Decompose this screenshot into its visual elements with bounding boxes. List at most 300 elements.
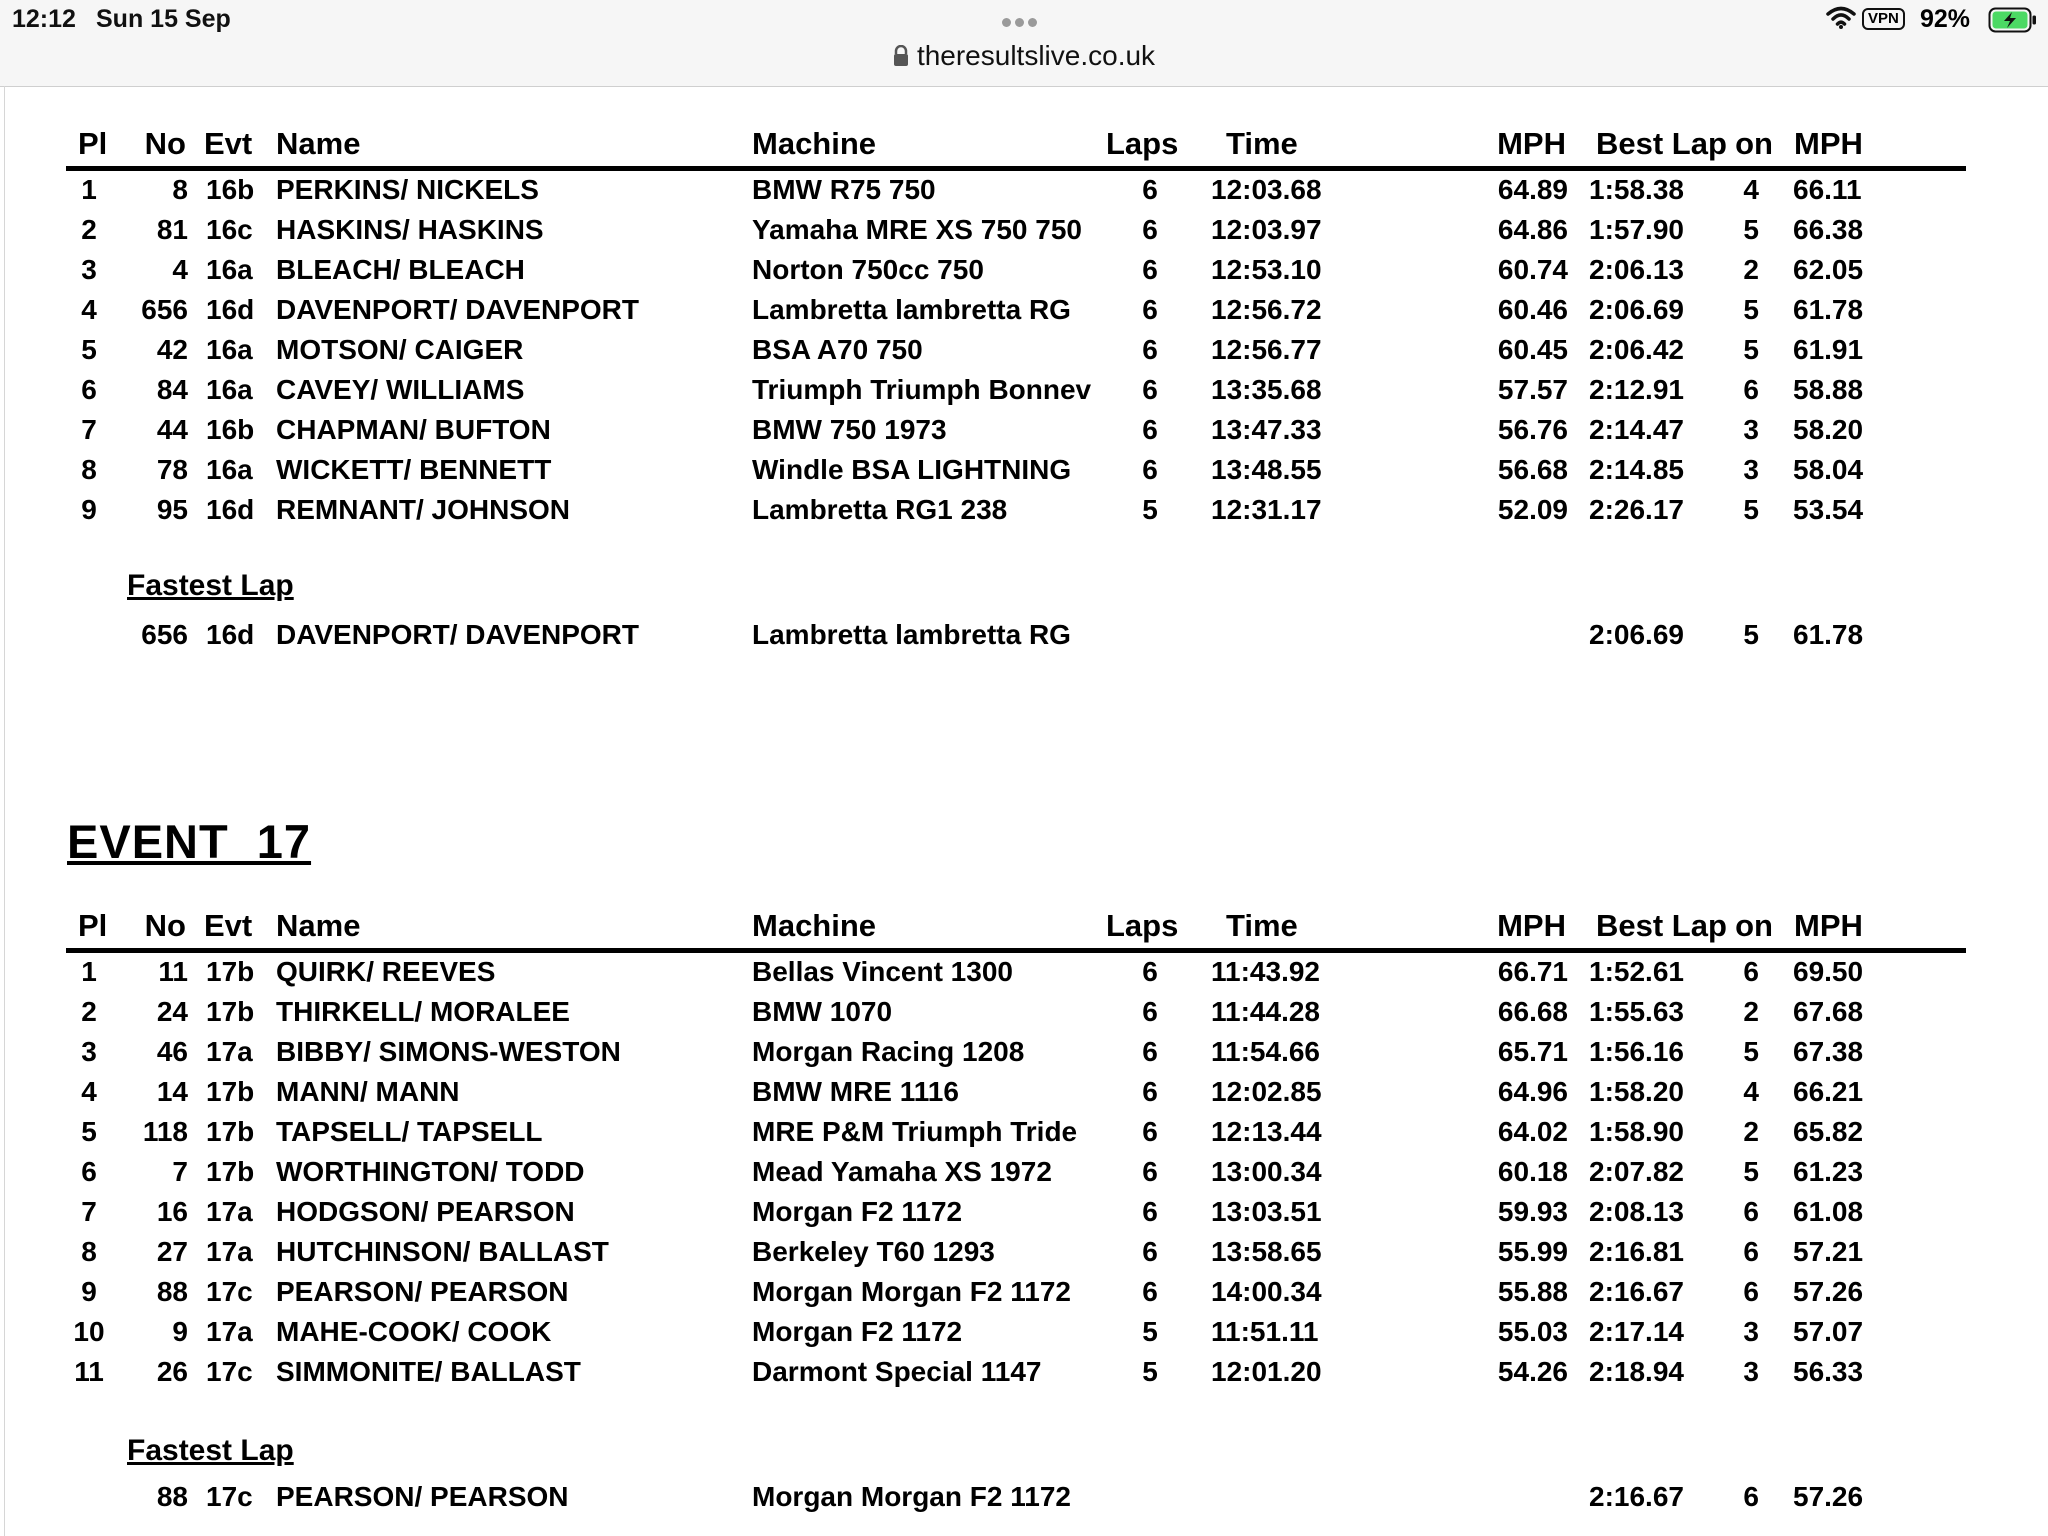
cell-laps: 6	[1142, 254, 1158, 285]
cell-laps: 6	[1142, 214, 1158, 245]
event-16-fastest-lap	[0, 619, 2048, 659]
cell-best-lap: 1:56.16	[1589, 1036, 1684, 1067]
address-bar[interactable]	[0, 40, 2048, 72]
table-row	[0, 996, 2048, 1036]
header-time: Time	[1226, 908, 1298, 943]
cell-best-mph: 61.08	[1793, 1196, 1864, 1227]
battery-percent: 92%	[1920, 5, 1971, 33]
header-pl: Pl	[78, 908, 108, 943]
cell-best-lap: 2:06.13	[1589, 254, 1684, 285]
cell-best-lap: 2:14.47	[1589, 414, 1684, 445]
cell-event-class: 16d	[206, 494, 255, 525]
status-date: Sun 15 Sep	[96, 5, 231, 33]
cell-name: WICKETT/ BENNETT	[276, 454, 552, 485]
cell-mph: 65.71	[1497, 1036, 1568, 1067]
cell-number: 46	[156, 1036, 188, 1067]
event-17-results-table	[0, 908, 2048, 1387]
cell-number: 656	[141, 619, 188, 650]
table-row	[0, 1076, 2048, 1116]
cell-best-lap-on: 6	[1743, 1481, 1759, 1512]
cell-laps: 6	[1142, 1156, 1158, 1187]
cell-best-lap-on: 6	[1743, 374, 1759, 405]
table-row	[0, 454, 2048, 494]
table-row	[0, 1116, 2048, 1156]
cell-laps: 6	[1142, 294, 1158, 325]
cell-machine: Lambretta lambretta RG	[752, 294, 1071, 325]
cell-number: 42	[156, 334, 188, 365]
cell-name: BLEACH/ BLEACH	[276, 254, 525, 285]
table-row	[0, 1036, 2048, 1076]
cell-best-lap: 2:08.13	[1589, 1196, 1684, 1227]
event-17-title: EVENT 17	[67, 815, 312, 868]
table-header	[0, 126, 2048, 168]
cell-best-mph: 58.04	[1793, 454, 1864, 485]
cell-machine: Lambretta lambretta RG	[752, 619, 1071, 650]
cell-place: 1	[81, 174, 97, 205]
cell-name: TAPSELL/ TAPSELL	[276, 1116, 543, 1147]
table-row	[0, 1276, 2048, 1316]
cell-machine: Morgan F2 1172	[752, 1196, 963, 1227]
cell-machine: Morgan Morgan F2 1172	[752, 1481, 1071, 1512]
more-dots-icon[interactable]	[1000, 14, 1039, 32]
cell-best-mph: 62.05	[1793, 254, 1864, 285]
cell-machine: Triumph Triumph Bonnev	[752, 374, 1092, 405]
cell-number: 81	[156, 214, 188, 245]
header-machine: Machine	[752, 908, 877, 943]
cell-best-lap-on: 3	[1743, 414, 1759, 445]
cell-number: 84	[156, 374, 188, 405]
cell-mph: 66.71	[1497, 956, 1568, 987]
cell-name: PEARSON/ PEARSON	[276, 1276, 569, 1307]
cell-best-mph: 61.23	[1793, 1156, 1864, 1187]
cell-time: 12:03.97	[1211, 214, 1322, 245]
cell-best-mph: 67.38	[1793, 1036, 1864, 1067]
cell-time: 13:00.34	[1211, 1156, 1322, 1187]
cell-event-class: 17b	[206, 1076, 255, 1107]
header-laps: Laps	[1106, 126, 1179, 161]
table-row	[0, 1236, 2048, 1276]
cell-best-mph: 66.11	[1793, 174, 1862, 205]
cell-event-class: 16a	[206, 374, 253, 405]
cell-name: MOTSON/ CAIGER	[276, 334, 524, 365]
cell-best-lap: 2:16.67	[1589, 1276, 1684, 1307]
cell-machine: BMW MRE 1116	[752, 1076, 959, 1107]
cell-mph: 64.89	[1497, 174, 1568, 205]
cell-mph: 60.74	[1497, 254, 1568, 285]
cell-best-mph: 57.21	[1793, 1236, 1864, 1267]
cell-place: 2	[81, 996, 97, 1027]
event-16-results-table	[0, 126, 2048, 525]
cell-best-lap-on: 6	[1743, 1196, 1759, 1227]
cell-best-mph: 66.38	[1793, 214, 1864, 245]
cell-best-lap-on: 3	[1743, 1356, 1759, 1387]
cell-place: 7	[81, 1196, 97, 1227]
cell-event-class: 17a	[206, 1236, 253, 1267]
table-row	[0, 254, 2048, 294]
cell-name: MAHE-COOK/ COOK	[276, 1316, 552, 1347]
header-evt: Evt	[204, 126, 253, 161]
cell-number: 118	[142, 1116, 188, 1147]
cell-best-lap: 2:26.17	[1589, 494, 1684, 525]
header-divider	[66, 166, 1966, 171]
table-row	[0, 1356, 2048, 1396]
cell-laps: 6	[1142, 334, 1158, 365]
cell-event-class: 16b	[206, 174, 255, 205]
cell-laps: 6	[1142, 956, 1158, 987]
cell-best-lap: 2:06.42	[1589, 334, 1684, 365]
cell-name: MANN/ MANN	[276, 1076, 460, 1107]
header-name: Name	[276, 908, 361, 943]
cell-best-lap: 2:16.67	[1589, 1481, 1684, 1512]
cell-machine: Darmont Special 1147	[752, 1356, 1042, 1387]
cell-mph: 60.18	[1497, 1156, 1568, 1187]
header-best-lap: Best Lap	[1596, 908, 1727, 943]
cell-machine: BSA A70 750	[752, 334, 923, 365]
cell-mph: 57.57	[1497, 374, 1568, 405]
cell-best-lap-on: 2	[1743, 996, 1759, 1027]
cell-name: CHAPMAN/ BUFTON	[276, 414, 551, 445]
cell-place: 11	[74, 1356, 104, 1387]
cell-best-lap-on: 6	[1743, 1276, 1759, 1307]
cell-best-lap-on: 5	[1743, 334, 1759, 365]
cell-time: 12:31.17	[1211, 494, 1322, 525]
fastest-lap-row	[0, 1481, 2048, 1521]
cell-best-mph: 61.91	[1793, 334, 1864, 365]
lock-icon	[893, 45, 909, 67]
cell-machine: Morgan F2 1172	[752, 1316, 963, 1347]
cell-place: 8	[81, 454, 97, 485]
cell-laps: 6	[1142, 414, 1158, 445]
cell-time: 12:02.85	[1211, 1076, 1322, 1107]
cell-best-lap: 2:07.82	[1589, 1156, 1684, 1187]
table-row	[0, 214, 2048, 254]
cell-name: CAVEY/ WILLIAMS	[276, 374, 525, 405]
cell-event-class: 16a	[206, 454, 253, 485]
cell-mph: 54.26	[1497, 1356, 1568, 1387]
cell-event-class: 17b	[206, 1116, 255, 1147]
header-no: No	[144, 126, 186, 161]
cell-machine: Windle BSA LIGHTNING	[752, 454, 1072, 485]
table-row	[0, 1316, 2048, 1356]
cell-time: 14:00.34	[1211, 1276, 1322, 1307]
header-laps: Laps	[1106, 908, 1179, 943]
cell-best-mph: 58.20	[1793, 414, 1864, 445]
cell-event-class: 16d	[206, 294, 255, 325]
cell-place: 3	[81, 1036, 97, 1067]
cell-best-lap: 2:17.14	[1589, 1316, 1684, 1347]
cell-event-class: 17b	[206, 1156, 255, 1187]
cell-best-lap-on: 5	[1743, 294, 1759, 325]
cell-best-lap-on: 2	[1743, 254, 1759, 285]
table-row	[0, 494, 2048, 534]
fastest-lap-row	[0, 619, 2048, 659]
cell-event-class: 17a	[206, 1196, 253, 1227]
cell-event-class: 17c	[206, 1356, 253, 1387]
cell-mph: 64.02	[1497, 1116, 1568, 1147]
wifi-icon	[1826, 6, 1856, 30]
cell-machine: Bellas Vincent 1300	[752, 956, 1013, 987]
cell-name: PERKINS/ NICKELS	[276, 174, 539, 205]
cell-best-lap-on: 2	[1743, 1116, 1759, 1147]
event-17-rows	[0, 956, 2048, 1396]
cell-name: WORTHINGTON/ TODD	[276, 1156, 585, 1187]
cell-time: 11:44.28	[1211, 996, 1320, 1027]
cell-time: 13:47.33	[1211, 414, 1322, 445]
cell-laps: 6	[1142, 1276, 1158, 1307]
header-time: Time	[1226, 126, 1298, 161]
cell-best-lap-on: 6	[1743, 956, 1759, 987]
cell-name: DAVENPORT/ DAVENPORT	[276, 619, 639, 650]
table-row	[0, 294, 2048, 334]
cell-best-lap-on: 3	[1743, 454, 1759, 485]
cell-mph: 60.45	[1497, 334, 1568, 365]
cell-place: 6	[81, 374, 97, 405]
cell-machine: Berkeley T60 1293	[752, 1236, 995, 1267]
cell-best-mph: 69.50	[1793, 956, 1864, 987]
cell-number: 8	[172, 174, 188, 205]
cell-best-lap: 2:14.85	[1589, 454, 1684, 485]
table-row	[0, 334, 2048, 374]
cell-best-mph: 67.68	[1793, 996, 1864, 1027]
cell-event-class: 16a	[206, 334, 253, 365]
cell-best-lap: 2:16.81	[1589, 1236, 1684, 1267]
cell-time: 11:43.92	[1211, 956, 1320, 987]
cell-place: 6	[81, 1156, 97, 1187]
cell-place: 8	[81, 1236, 97, 1267]
cell-time: 12:01.20	[1211, 1356, 1322, 1387]
cell-number: 88	[156, 1276, 188, 1307]
cell-best-mph: 57.07	[1793, 1316, 1864, 1347]
cell-event-class: 17c	[206, 1481, 253, 1512]
header-best-mph: MPH	[1794, 126, 1863, 161]
cell-laps: 5	[1142, 1316, 1158, 1347]
cell-name: SIMMONITE/ BALLAST	[276, 1356, 581, 1387]
header-name: Name	[276, 126, 361, 161]
cell-time: 13:58.65	[1211, 1236, 1322, 1267]
cell-mph: 64.86	[1497, 214, 1568, 245]
cell-number: 7	[172, 1156, 188, 1187]
cell-time: 12:03.68	[1211, 174, 1322, 205]
table-header	[0, 908, 2048, 950]
cell-number: 14	[156, 1076, 188, 1107]
cell-best-mph: 58.88	[1793, 374, 1864, 405]
cell-machine: Morgan Racing 1208	[752, 1036, 1025, 1067]
cell-place: 5	[81, 1116, 97, 1147]
cell-event-class: 16a	[206, 254, 253, 285]
cell-best-lap: 1:58.38	[1589, 174, 1684, 205]
status-bar	[0, 0, 2048, 87]
cell-laps: 6	[1142, 1076, 1158, 1107]
cell-laps: 6	[1142, 174, 1158, 205]
table-row	[0, 374, 2048, 414]
cell-best-lap: 1:58.90	[1589, 1116, 1684, 1147]
cell-number: 27	[156, 1236, 188, 1267]
cell-best-mph: 61.78	[1793, 294, 1864, 325]
cell-machine: Yamaha MRE XS 750 750	[752, 214, 1082, 245]
url-text: theresultslive.co.uk	[916, 40, 1156, 71]
cell-name: THIRKELL/ MORALEE	[276, 996, 570, 1027]
cell-mph: 55.03	[1497, 1316, 1568, 1347]
cell-event-class: 17b	[206, 956, 255, 987]
cell-best-lap-on: 4	[1743, 174, 1759, 205]
cell-laps: 6	[1142, 374, 1158, 405]
cell-number: 11	[158, 956, 188, 987]
cell-mph: 64.96	[1497, 1076, 1568, 1107]
cell-number: 16	[156, 1196, 188, 1227]
cell-mph: 55.99	[1497, 1236, 1568, 1267]
cell-machine: Lambretta RG1 238	[752, 494, 1008, 525]
cell-mph: 66.68	[1497, 996, 1568, 1027]
header-on: on	[1735, 126, 1773, 161]
cell-machine: Mead Yamaha XS 1972	[752, 1156, 1052, 1187]
cell-event-class: 16d	[206, 619, 255, 650]
cell-number: 656	[141, 294, 188, 325]
cell-event-class: 17c	[206, 1276, 253, 1307]
header-mph: MPH	[1497, 908, 1566, 943]
header-on: on	[1735, 908, 1773, 943]
table-row	[0, 1196, 2048, 1236]
cell-best-mph: 66.21	[1793, 1076, 1864, 1107]
cell-time: 11:51.11	[1211, 1316, 1319, 1347]
cell-laps: 6	[1142, 1236, 1158, 1267]
cell-place: 4	[81, 294, 97, 325]
cell-best-lap: 2:12.91	[1589, 374, 1684, 405]
cell-mph: 56.68	[1497, 454, 1568, 485]
cell-name: REMNANT/ JOHNSON	[276, 494, 571, 525]
cell-name: QUIRK/ REEVES	[276, 956, 496, 987]
cell-number: 24	[156, 996, 188, 1027]
cell-machine: MRE P&M Triumph Tride	[752, 1116, 1078, 1147]
cell-machine: BMW 1070	[752, 996, 893, 1027]
cell-best-lap: 1:57.90	[1589, 214, 1684, 245]
cell-machine: BMW 750 1973	[752, 414, 947, 445]
event-16-rows	[0, 174, 2048, 534]
cell-place: 10	[73, 1316, 105, 1347]
cell-name: PEARSON/ PEARSON	[276, 1481, 569, 1512]
cell-mph: 55.88	[1497, 1276, 1568, 1307]
cell-laps: 6	[1142, 1116, 1158, 1147]
cell-laps: 6	[1142, 1036, 1158, 1067]
cell-best-lap: 1:58.20	[1589, 1076, 1684, 1107]
status-time: 12:12	[12, 5, 76, 33]
cell-number: 88	[156, 1481, 188, 1512]
cell-time: 13:35.68	[1211, 374, 1322, 405]
cell-time: 12:56.72	[1211, 294, 1322, 325]
event-17-fastest-lap-title: Fastest Lap	[127, 1434, 294, 1467]
cell-place: 4	[81, 1076, 97, 1107]
cell-laps: 6	[1142, 1196, 1158, 1227]
cell-mph: 52.09	[1497, 494, 1568, 525]
cell-machine: BMW R75 750	[752, 174, 936, 205]
header-evt: Evt	[204, 908, 253, 943]
cell-event-class: 17a	[206, 1316, 253, 1347]
cell-event-class: 17b	[206, 996, 255, 1027]
table-row	[0, 414, 2048, 454]
cell-time: 13:48.55	[1211, 454, 1322, 485]
cell-place: 1	[81, 956, 97, 987]
cell-time: 12:53.10	[1211, 254, 1322, 285]
header-divider	[66, 948, 1966, 953]
cell-best-mph: 57.26	[1793, 1276, 1864, 1307]
vpn-badge: VPN	[1862, 8, 1905, 30]
cell-best-mph: 53.54	[1793, 494, 1864, 525]
cell-best-lap-on: 5	[1743, 619, 1759, 650]
cell-number: 95	[156, 494, 188, 525]
cell-number: 44	[156, 414, 188, 445]
event-17-fastest-lap	[0, 1481, 2048, 1521]
cell-best-lap-on: 4	[1743, 1076, 1759, 1107]
cell-mph: 59.93	[1497, 1196, 1568, 1227]
cell-name: HASKINS/ HASKINS	[276, 214, 544, 245]
cell-laps: 6	[1142, 996, 1158, 1027]
cell-best-mph: 57.26	[1793, 1481, 1864, 1512]
header-pl: Pl	[78, 126, 108, 161]
cell-machine: Morgan Morgan F2 1172	[752, 1276, 1071, 1307]
cell-laps: 5	[1142, 1356, 1158, 1387]
cell-place: 9	[81, 1276, 97, 1307]
cell-number: 9	[172, 1316, 188, 1347]
cell-best-lap: 2:18.94	[1589, 1356, 1684, 1387]
cell-best-lap-on: 3	[1743, 1316, 1759, 1347]
header-machine: Machine	[752, 126, 877, 161]
cell-best-mph: 65.82	[1793, 1116, 1864, 1147]
cell-event-class: 16c	[206, 214, 253, 245]
header-no: No	[144, 908, 186, 943]
cell-time: 13:03.51	[1211, 1196, 1322, 1227]
header-best-mph: MPH	[1794, 908, 1863, 943]
cell-name: HUTCHINSON/ BALLAST	[276, 1236, 609, 1267]
cell-number: 26	[156, 1356, 188, 1387]
cell-best-lap-on: 5	[1743, 1036, 1759, 1067]
cell-best-lap: 2:06.69	[1589, 619, 1684, 650]
cell-number: 78	[156, 454, 188, 485]
cell-time: 12:56.77	[1211, 334, 1322, 365]
cell-place: 9	[81, 494, 97, 525]
table-row	[0, 174, 2048, 214]
battery-charging-icon	[1988, 7, 2038, 33]
cell-best-mph: 56.33	[1793, 1356, 1864, 1387]
cell-best-lap: 1:55.63	[1589, 996, 1684, 1027]
cell-machine: Norton 750cc 750	[752, 254, 984, 285]
cell-best-lap-on: 5	[1743, 214, 1759, 245]
cell-name: DAVENPORT/ DAVENPORT	[276, 294, 639, 325]
cell-place: 5	[81, 334, 97, 365]
cell-best-lap: 2:06.69	[1589, 294, 1684, 325]
cell-number: 4	[172, 254, 188, 285]
cell-place: 2	[81, 214, 97, 245]
table-row	[0, 1156, 2048, 1196]
header-best-lap: Best Lap	[1596, 126, 1727, 161]
cell-place: 7	[81, 414, 97, 445]
event-16-fastest-lap-title: Fastest Lap	[127, 569, 294, 602]
header-mph: MPH	[1497, 126, 1566, 161]
cell-name: BIBBY/ SIMONS-WESTON	[276, 1036, 621, 1067]
cell-laps: 5	[1142, 494, 1158, 525]
cell-best-mph: 61.78	[1793, 619, 1864, 650]
cell-place: 3	[81, 254, 97, 285]
table-row	[0, 956, 2048, 996]
cell-time: 12:13.44	[1211, 1116, 1322, 1147]
cell-event-class: 17a	[206, 1036, 253, 1067]
cell-best-lap: 1:52.61	[1589, 956, 1684, 987]
cell-best-lap-on: 5	[1743, 1156, 1759, 1187]
cell-event-class: 16b	[206, 414, 255, 445]
cell-best-lap-on: 5	[1743, 494, 1759, 525]
cell-name: HODGSON/ PEARSON	[276, 1196, 575, 1227]
cell-best-lap-on: 6	[1743, 1236, 1759, 1267]
cell-mph: 56.76	[1497, 414, 1568, 445]
cell-laps: 6	[1142, 454, 1158, 485]
